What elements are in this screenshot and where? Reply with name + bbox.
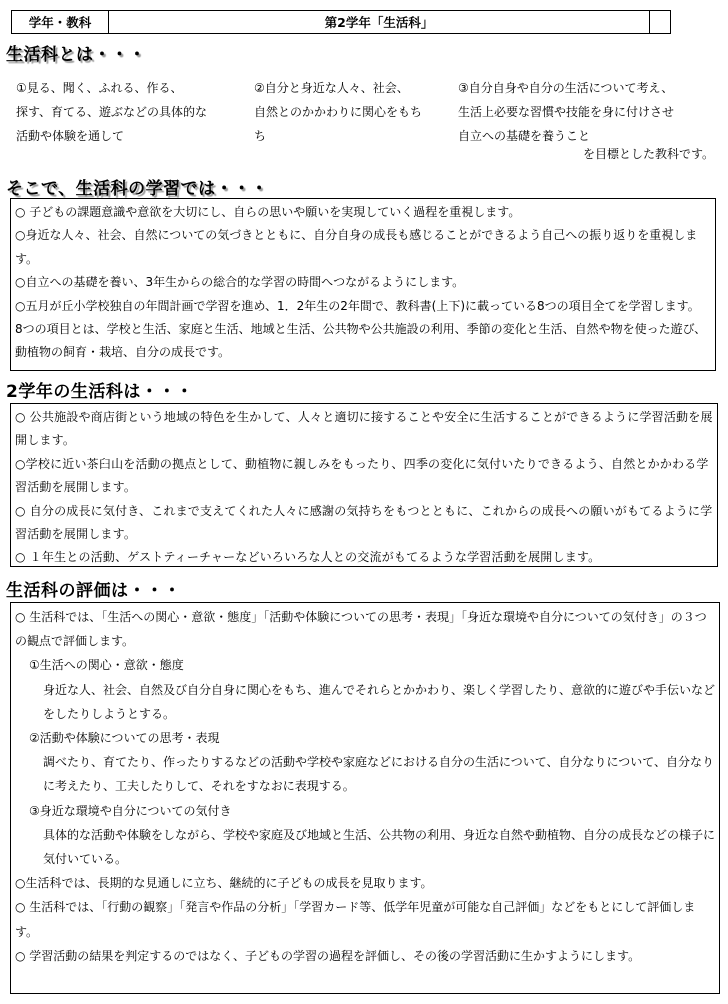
evaluation-item: ○ 学習活動の結果を判定するのではなく、子どもの学習の過程を評価し、その後の学習活動に生かすようにします。 [15, 948, 641, 963]
grade2-item: ○学校に近い茶臼山を活動の拠点として、動植物に親しみをもったり、四季の変化に気付いたりできるよう、自然とかかわる学習活動を展開します。 [15, 456, 709, 495]
goal-3 [458, 76, 674, 148]
learning-item: ○自立への基礎を養い、3年生からの総合的な学習の時間へつながるようにします。 [15, 275, 465, 290]
viewpoint-title: ③身近な環境や自分についての気付き [29, 803, 232, 818]
section-heading-about: 生活科とは・・・ [6, 45, 146, 65]
header-table [11, 10, 671, 34]
viewpoint-title: ②活動や体験についての思考・表現 [29, 731, 220, 746]
learning-item: ○ 子どもの課題意識や意欲を大切にし、自らの思いや願いを実現していく過程を重視します。 [15, 205, 521, 219]
goal-line: ③自分自身や自分の生活について考え、 [458, 81, 674, 95]
goal-line: ち [254, 129, 267, 143]
goal-1 [16, 76, 207, 148]
section-heading-evaluation: 生活科の評価は・・・ [6, 581, 181, 601]
grade2-item: ○ 自分の成長に気付き、これまで支えてくれた人々に感謝の気持ちをもつとともに、これからの成長への願いがもてるように学習活動を展開します。 [15, 503, 713, 542]
learning-box [10, 198, 716, 371]
section-heading-grade2: 2学年の生活科は・・・ [6, 382, 194, 402]
viewpoint-desc: 身近な人、社会、自然及び自分自身に関心をもち、進んでそれらとかかわり、楽しく学習したり、意欲的に遊びや手伝いなどをしたりしようとする。 [43, 682, 716, 721]
viewpoint-desc: 具体的な活動や体験をしながら、学校や家庭及び地域と生活、公共物の利用、身近な自然や動植物、自分の成長などの様子に気付いている。 [43, 827, 716, 867]
goal-2 [254, 76, 422, 148]
header-extra-cell [650, 11, 670, 33]
goal-line: 自然とのかかわりに関心をもち [254, 105, 423, 119]
grade2-item: ○ １年生との活動、ゲストティーチャーなどいろいろな人との交流がもてるような学習活動を展開します。 [15, 550, 601, 565]
goal-line: 探す、育てる、遊ぶなどの具体的な [16, 105, 208, 119]
grade2-item: ○ 公共施設や商店街という地域の特色を生かして、人々と適切に接することや安全に生活することができるように学習活動を展開します。 [15, 410, 713, 448]
goal-line: 活動や体験を通して [16, 129, 125, 143]
goal-line: 自立への基礎を養うこと [458, 129, 591, 143]
learning-item: ○身近な人々、社会、自然についての気づきとともに、自分自身の成長も感じることができるよう自己への振り返りを重視します。 [15, 228, 698, 266]
goal-closing: を目標とした教科です。 [583, 147, 715, 161]
grade2-box [10, 403, 718, 567]
grade-subject-label: 学年・教科 [12, 11, 109, 33]
grade-subject-value: 第2学年「生活科」 [109, 11, 650, 33]
learning-item: ○五月が丘小学校独自の年間計画で学習を進め、1．2年生の2年間で、教科書(上下)に載っている8つの項目全てを学習します。 8つの項目とは、学校と生活、家庭と生活、地域と生活、公共物や公共施設の利用、季節の変化と生活、自然や物を使った遊び、動植物の飼育・栽培、自分の成長です。 [15, 298, 707, 360]
section-heading-learning: そこで、生活科の学習では・・・ [6, 179, 269, 199]
evaluation-item: ○生活科では、長期的な見通しに立ち、継続的に子どもの成長を見取ります。 [15, 876, 433, 891]
goal-line: ②自分と身近な人々、社会、 [254, 81, 409, 95]
viewpoint-title: ①生活への関心・意欲・態度 [29, 658, 184, 673]
viewpoint-desc: 調べたり、育てたり、作ったりするなどの活動や学校や家庭などにおける自分の生活について、自分なりについて、自分なりに考えたり、工夫したりして、それをすなおに表現する。 [43, 755, 715, 794]
evaluation-box [10, 602, 720, 994]
goal-line: ①見る、聞く、ふれる、作る、 [16, 81, 183, 95]
evaluation-intro: ○ 生活科では、「生活への関心・意欲・態度」「活動や体験についての思考・表現」「身近な環境や自分についての気付き」の３つの観点で評価します。 [15, 610, 707, 649]
goal-line: 生活上必要な習慣や技能を身に付けさせ [458, 105, 675, 119]
evaluation-item: ○ 生活科では、「行動の観察」「発言や作品の分析」「学習カード等、低学年児童が可能な自己評価」などをもとにして評価します。 [15, 900, 696, 939]
